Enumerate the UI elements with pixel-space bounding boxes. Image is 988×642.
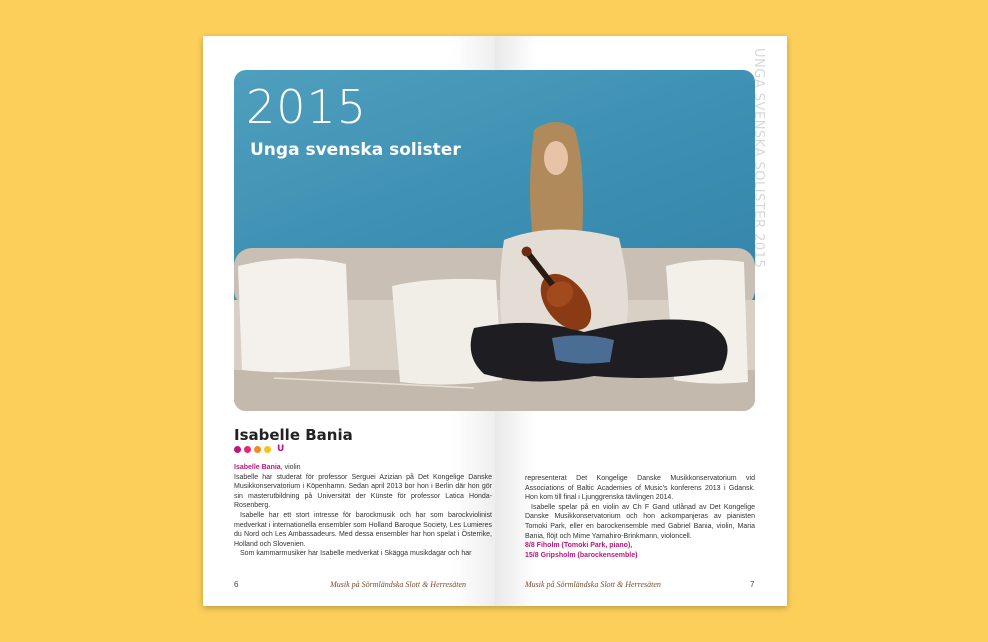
left-column-text xyxy=(234,463,492,559)
right-column-text xyxy=(525,474,755,560)
concert-date-1: 8/8 Fiholm (Tomoki Park, piano), xyxy=(525,542,633,550)
paragraph-3: Som kammarmusiker har Isabelle medverkat i Skägga musikdagar och har xyxy=(240,550,472,558)
vertical-title-text: UNGA SVENSKA SOLISTER 2015 xyxy=(751,48,766,269)
artist-role: , violin xyxy=(280,464,301,471)
dot-1 xyxy=(234,446,241,453)
page-number-right: 7 xyxy=(750,580,755,589)
vertical-series-title xyxy=(750,48,768,269)
year-heading: 2015 xyxy=(246,80,368,134)
cover-photo xyxy=(234,70,755,411)
paragraph-1: Isabelle har studerat för professor Serguei Azizian på Det Kongelige Danske Musikkonservatorium i Köpenhamn. Sedan april 2013 bor hon i Berlin där hon gör sin masterutbildning på Universität der Künste för professor Latica Honda-Rosenberg. xyxy=(234,473,492,510)
artist-name: Isabelle Bania xyxy=(234,426,353,444)
intro-line xyxy=(234,463,492,473)
paragraph-2: Isabelle har ett stort intresse för barockmusik och har som barockviolinist medverkat i internationella ensembler som Holland Baroque Society, Les Lumieres du Nord och Les Ambassadeurs. Med dessa ensembler har hon spelat i Österrike, Holland och Slovenien. xyxy=(234,511,492,548)
category-dots xyxy=(234,445,284,454)
dot-2 xyxy=(244,446,251,453)
dot-4 xyxy=(264,446,271,453)
footer-title-left: Musik på Sörmländska Slott & Herresäten xyxy=(330,580,466,589)
series-title: Unga svenska solister xyxy=(250,140,461,160)
dot-3 xyxy=(254,446,261,453)
paragraph-4: representerat Det Kongelige Danske Musikkonservatorium vid Associations of Baltic Academies of Music's konferens 2013 i Gdansk. Hon kom till final i Ljunggrenska tävlingen 2014. xyxy=(525,475,755,502)
concert-date-2: 15/8 Gripsholm (barockensemble) xyxy=(525,551,638,559)
page-number-left: 6 xyxy=(234,580,239,589)
artist-name-inline: Isabelle Bania xyxy=(234,464,281,471)
paragraph-5: Isabelle spelar på en violin av Ch F Gand utlånad av Det Kongelige Danske Musikkonservatorium och hon ackompanjeras av pianisten Tomoki Park, eller en barockensemble med Gabriel Bania, violin, Maria Bania, flöjt och Mime Yamahiro-Brinkmann, violoncell. xyxy=(525,503,755,540)
brochure-spread xyxy=(203,36,787,606)
footer-title-right: Musik på Sörmländska Slott & Herresäten xyxy=(525,580,661,589)
category-letter: U xyxy=(277,444,285,454)
